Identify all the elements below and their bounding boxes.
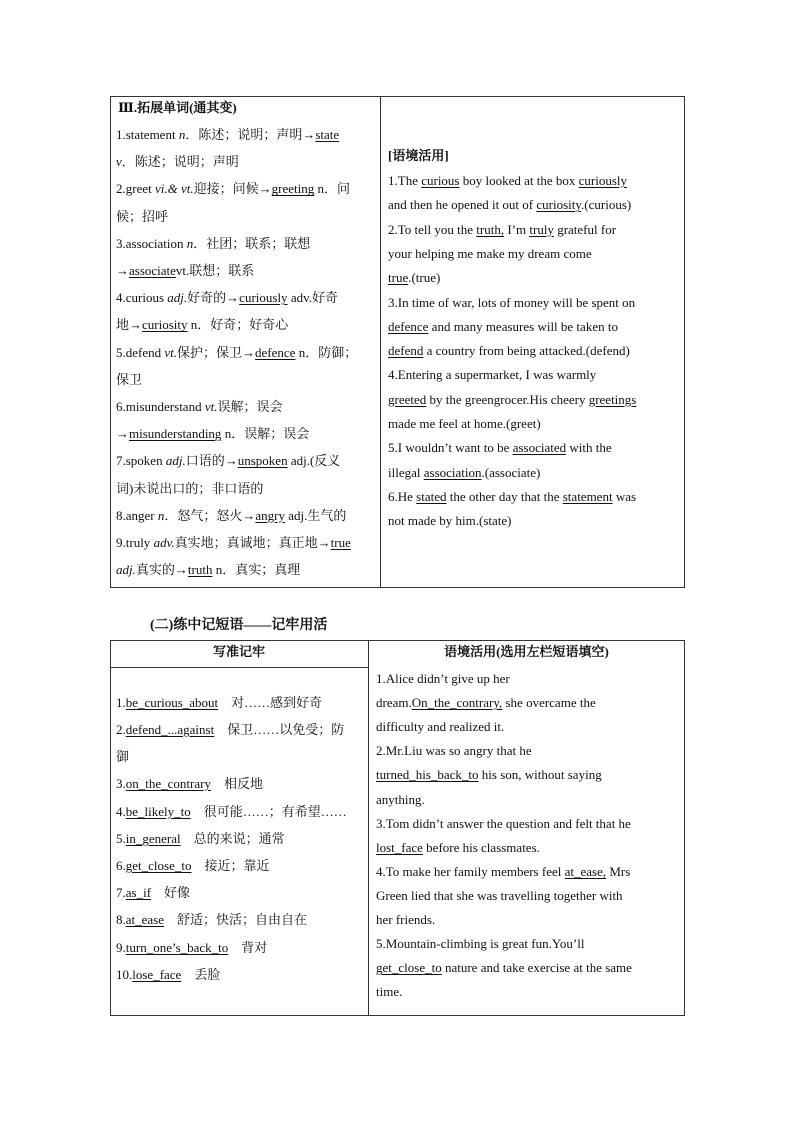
vocab-line bbox=[116, 481, 263, 497]
vocab-line bbox=[116, 290, 338, 306]
phrase-usage-answer: turned_his_back_to bbox=[376, 767, 479, 783]
vocab-line bbox=[116, 317, 288, 333]
phrase-number: 6. bbox=[116, 858, 126, 873]
context-text: was bbox=[612, 488, 637, 504]
context-text: the other day that the bbox=[446, 488, 563, 504]
phrase-table-divider bbox=[368, 640, 369, 1016]
phrase-usage-line bbox=[376, 719, 504, 735]
phrase-answer: in_general bbox=[125, 831, 181, 846]
vocab-text: 真实地；真诚地；真正地→ bbox=[174, 535, 331, 550]
context-line bbox=[388, 416, 541, 432]
context-text: .(associate) bbox=[481, 464, 541, 480]
vocab-line bbox=[116, 562, 300, 578]
part-of-speech: adj. bbox=[116, 562, 136, 578]
phrase-line bbox=[116, 967, 220, 983]
context-answer: true bbox=[388, 270, 409, 286]
context-answer: association bbox=[423, 464, 482, 480]
vocab-text: 地→ bbox=[116, 317, 143, 333]
part-of-speech: adj. bbox=[167, 290, 188, 306]
phrase-answer: on_the_contrary bbox=[125, 776, 211, 791]
vocab-section-title: Ⅲ.拓展单词(通其变) bbox=[118, 100, 237, 115]
context-line bbox=[388, 513, 511, 529]
context-text: and many measures will be taken to bbox=[428, 318, 618, 334]
vocab-line bbox=[116, 263, 254, 279]
phrase-line bbox=[116, 749, 129, 765]
phrase-usage-line bbox=[376, 671, 510, 687]
vocab-text: 9.truly bbox=[116, 535, 154, 550]
part-of-speech: n bbox=[178, 127, 186, 142]
phrase-meaning: 保卫……以免受；防 bbox=[214, 722, 345, 737]
context-answer: curiously bbox=[578, 173, 628, 188]
vocab-text: 8.anger bbox=[116, 507, 158, 523]
phrase-usage-text: dream. bbox=[376, 695, 412, 711]
context-text: not made by him.(state) bbox=[388, 513, 512, 529]
vocab-answer: defence bbox=[255, 344, 296, 360]
context-text: made me feel at home.(greet) bbox=[388, 416, 541, 431]
phrase-number: 5. bbox=[116, 831, 126, 846]
vocab-text: n．好奇；好奇心 bbox=[187, 317, 289, 333]
phrase-line bbox=[116, 804, 347, 820]
phrase-number: 2. bbox=[116, 722, 126, 737]
phrase-usage-text: 5.Mountain-climbing is great fun.You’ll bbox=[376, 936, 585, 952]
vocab-answer: angry bbox=[255, 507, 285, 523]
phrase-line bbox=[116, 831, 285, 847]
vocab-line bbox=[116, 127, 339, 143]
vocab-line bbox=[116, 209, 168, 225]
phrase-usage-line bbox=[376, 864, 630, 880]
context-text: a country from being attacked.(defend) bbox=[423, 343, 630, 359]
context-text: by the greengrocer.His cheery bbox=[426, 391, 589, 407]
context-text: 3.In time of war, lots of money will be spent on bbox=[388, 294, 636, 310]
vocab-text: 候；招呼 bbox=[116, 208, 169, 224]
context-text: 1.The bbox=[388, 173, 422, 188]
phrase-answer: at_ease bbox=[125, 912, 165, 927]
phrase-meaning: 总的来说；通常 bbox=[180, 831, 285, 846]
vocab-line bbox=[116, 236, 310, 252]
phrase-usage-line bbox=[376, 816, 631, 832]
phrase-usage-text: 3.Tom didn’t answer the question and felt that he bbox=[376, 815, 631, 831]
context-text: grateful for bbox=[553, 221, 617, 237]
vocab-text: 6.misunderstand bbox=[116, 399, 205, 414]
vocab-text: n．误解；误会 bbox=[221, 426, 310, 442]
phrase-answer: be_likely_to bbox=[125, 804, 191, 819]
context-line bbox=[388, 392, 636, 408]
vocab-text: → bbox=[116, 263, 129, 278]
phrase-answer: lose_face bbox=[132, 967, 182, 982]
phrase-usage-text: his son, without saying bbox=[478, 767, 602, 783]
context-answer: greetings bbox=[588, 391, 637, 407]
vocab-text: 口语的→ bbox=[185, 453, 238, 469]
context-answer: defend bbox=[388, 343, 424, 359]
phrase-usage-text: difficulty and realized it. bbox=[376, 719, 505, 735]
vocab-text: 7.spoken bbox=[116, 453, 166, 469]
phrase-meaning: 好像 bbox=[151, 885, 191, 900]
vocab-text: 迎接；问候→ bbox=[193, 181, 272, 197]
context-answer: truly bbox=[529, 221, 554, 237]
context-answer: defence bbox=[388, 318, 429, 334]
phrase-usage-line bbox=[376, 960, 632, 976]
vocab-line bbox=[116, 426, 309, 442]
context-text: .(curious) bbox=[581, 197, 632, 213]
vocab-line bbox=[116, 345, 357, 361]
phrase-usage-line bbox=[376, 984, 402, 1000]
vocab-text: 2.greet bbox=[116, 181, 155, 197]
context-answer: curious bbox=[421, 173, 460, 188]
context-text: boy looked at the box bbox=[459, 173, 579, 188]
vocab-text: 真实的→ bbox=[135, 562, 188, 578]
vocab-answer: greeting bbox=[271, 181, 315, 197]
vocab-answer: truth bbox=[187, 562, 213, 578]
context-text: your helping me make my dream come bbox=[388, 245, 592, 261]
vocab-text: ．陈述；说明；声明→ bbox=[185, 127, 316, 142]
context-line bbox=[388, 197, 631, 213]
phrase-usage-line bbox=[376, 936, 584, 952]
phrase-answer: as_if bbox=[125, 885, 152, 900]
phrase-meaning: 背对 bbox=[228, 940, 268, 955]
phrase-usage-text: before his classmates. bbox=[422, 839, 540, 855]
phrase-line bbox=[116, 695, 322, 711]
part-of-speech: v bbox=[116, 154, 122, 170]
phrase-usage-line bbox=[376, 792, 425, 808]
context-answer: stated bbox=[416, 488, 447, 504]
phrase-left-header: 写准记牢 bbox=[212, 644, 265, 659]
vocab-answer: curiously bbox=[239, 290, 288, 306]
phrase-number: 8. bbox=[116, 912, 126, 927]
vocab-text: → bbox=[116, 426, 129, 442]
phrase-usage-answer: get_close_to bbox=[376, 960, 442, 976]
context-line bbox=[388, 440, 612, 456]
context-line bbox=[388, 319, 618, 335]
phrase-usage-text: Green lied that she was travelling together with bbox=[376, 887, 623, 903]
phrase-meaning: 接近；靠近 bbox=[191, 858, 270, 873]
phrase-usage-text: 1.Alice didn’t give up her bbox=[376, 671, 510, 686]
vocab-answer: state bbox=[315, 127, 340, 142]
part-of-speech: vi.& vt. bbox=[154, 181, 194, 197]
vocab-line bbox=[116, 453, 340, 469]
context-answer: statement bbox=[562, 488, 613, 504]
vocab-text: adj.(反义 bbox=[287, 453, 341, 469]
phrase-usage-text: Mrs bbox=[606, 863, 631, 879]
phrase-table-header-rule bbox=[110, 667, 368, 668]
context-text: 5.I wouldn’t want to be bbox=[388, 440, 513, 456]
phrase-answer: get_close_to bbox=[125, 858, 192, 873]
vocab-answer: misunderstanding bbox=[129, 426, 222, 442]
part-of-speech: n bbox=[157, 507, 165, 523]
context-text: and then he opened it out of bbox=[388, 197, 537, 213]
phrase-meaning: 丢脸 bbox=[181, 967, 221, 982]
context-text: I’m bbox=[504, 221, 530, 237]
phrase-meaning: 对……感到好奇 bbox=[218, 695, 323, 710]
vocab-text: adv.好奇 bbox=[287, 290, 338, 306]
phrase-usage-text: time. bbox=[376, 984, 403, 1000]
vocab-text: 词)未说出口的；非口语的 bbox=[116, 480, 264, 496]
phrase-usage-text: nature and take exercise at the same bbox=[441, 960, 632, 976]
context-text: 2.To tell you the bbox=[388, 221, 477, 237]
vocab-text: n．问 bbox=[314, 181, 350, 197]
vocab-text: vt.联想；联系 bbox=[175, 263, 255, 278]
vocab-text: ．怒气；怒火→ bbox=[164, 507, 256, 523]
context-text: 6.He bbox=[388, 488, 417, 504]
vocab-text: 误解；误会 bbox=[217, 399, 283, 414]
phrase-usage-line bbox=[376, 767, 602, 783]
phrase-usage-text: 4.To make her family members feel bbox=[376, 863, 565, 879]
phrase-meaning: 相反地 bbox=[210, 776, 263, 791]
phrase-usage-text: 2.Mr.Liu was so angry that he bbox=[376, 743, 532, 759]
phrase-usage-line bbox=[376, 743, 532, 759]
context-text: illegal bbox=[388, 464, 424, 480]
phrase-line bbox=[116, 885, 190, 901]
part-of-speech: adj. bbox=[165, 453, 186, 469]
phrase-number: 9. bbox=[116, 940, 126, 955]
vocab-text: ．社团；联系；联想 bbox=[193, 235, 311, 251]
phrase-meaning: 舒适；快活；自由自在 bbox=[164, 912, 308, 927]
vocab-text: ．陈述；说明；声明 bbox=[121, 154, 239, 170]
context-line bbox=[388, 270, 440, 286]
vocab-text: 好奇的→ bbox=[187, 290, 240, 306]
context-answer: greeted bbox=[388, 391, 427, 407]
part-of-speech: vt. bbox=[164, 344, 178, 360]
vocab-answer: unspoken bbox=[237, 453, 288, 469]
context-line bbox=[388, 295, 635, 311]
vocab-text: n．真实；真理 bbox=[212, 562, 301, 578]
context-line bbox=[388, 343, 630, 359]
phrase-meaning: 很可能……；有希望…… bbox=[190, 804, 347, 819]
vocab-text: 保卫 bbox=[116, 371, 143, 387]
phrase-usage-answer: On_the_contrary, bbox=[411, 695, 503, 711]
vocab-answer: associate bbox=[129, 263, 176, 278]
phrase-number: 1. bbox=[116, 695, 126, 710]
phrase-usage-text: her friends. bbox=[376, 912, 436, 927]
context-answer: curiosity bbox=[536, 197, 582, 213]
vocabulary-table-divider bbox=[380, 96, 381, 588]
vocab-line bbox=[116, 181, 350, 197]
vocab-text: adj.生气的 bbox=[285, 507, 347, 523]
phrase-right-header: 语境活用(选用左栏短语填空) bbox=[444, 644, 609, 659]
context-line bbox=[388, 173, 627, 189]
context-answer: truth, bbox=[476, 221, 505, 237]
vocab-line bbox=[116, 508, 346, 524]
phrase-usage-text: she overcame the bbox=[502, 695, 596, 711]
phrase-usage-text: anything. bbox=[376, 791, 425, 807]
vocab-line bbox=[116, 372, 142, 388]
vocab-text: 1.statement bbox=[116, 127, 179, 142]
phrase-answer: be_curious_about bbox=[125, 695, 219, 710]
phrase-number: 4. bbox=[116, 804, 126, 819]
phrase-number: 3. bbox=[116, 776, 126, 791]
phrase-line bbox=[116, 912, 307, 928]
part-of-speech: adv. bbox=[153, 535, 175, 550]
phrase-line bbox=[116, 858, 269, 874]
part-of-speech: vt. bbox=[204, 399, 218, 414]
phrase-usage-line bbox=[376, 840, 540, 856]
vocab-answer: true bbox=[330, 535, 351, 550]
phrase-usage-line bbox=[376, 888, 623, 904]
context-line bbox=[388, 465, 540, 481]
context-text: with the bbox=[566, 440, 612, 456]
vocab-text: n．防御； bbox=[295, 344, 358, 360]
vocab-line bbox=[116, 535, 351, 551]
phrase-number: 10. bbox=[116, 967, 133, 982]
vocab-text: 3.association bbox=[116, 235, 187, 251]
phrase-usage-answer: lost_face bbox=[376, 839, 423, 855]
context-line bbox=[388, 246, 592, 262]
phrase-answer: turn_one’s_back_to bbox=[125, 940, 229, 955]
phrase-usage-line bbox=[376, 912, 435, 928]
context-usage-title: [语境活用] bbox=[388, 148, 449, 163]
phrase-answer: defend_...against bbox=[125, 722, 215, 737]
vocab-answer: curiosity bbox=[142, 317, 188, 333]
context-answer: associated bbox=[512, 440, 567, 456]
phrase-line bbox=[116, 940, 267, 956]
context-text: 4.Entering a supermarket, I was warmly bbox=[388, 367, 597, 383]
phrase-usage-answer: at_ease, bbox=[564, 863, 607, 879]
context-line bbox=[388, 222, 616, 238]
vocab-text: 保护；保卫→ bbox=[177, 344, 256, 360]
context-text: .(true) bbox=[408, 270, 441, 286]
phrase-number: 7. bbox=[116, 885, 126, 900]
phrase-line bbox=[116, 722, 344, 738]
vocab-line bbox=[116, 154, 239, 170]
phrase-section-title: (二)练中记短语——记牢用活 bbox=[150, 618, 328, 633]
phrase-number: 御 bbox=[116, 749, 130, 764]
phrase-line bbox=[116, 776, 263, 792]
context-line bbox=[388, 367, 596, 383]
context-line bbox=[388, 489, 636, 505]
vocab-text: 4.curious bbox=[116, 290, 168, 306]
part-of-speech: n bbox=[186, 235, 194, 251]
vocab-text: 5.defend bbox=[116, 344, 165, 360]
vocab-line bbox=[116, 399, 282, 415]
phrase-usage-line bbox=[376, 695, 596, 711]
